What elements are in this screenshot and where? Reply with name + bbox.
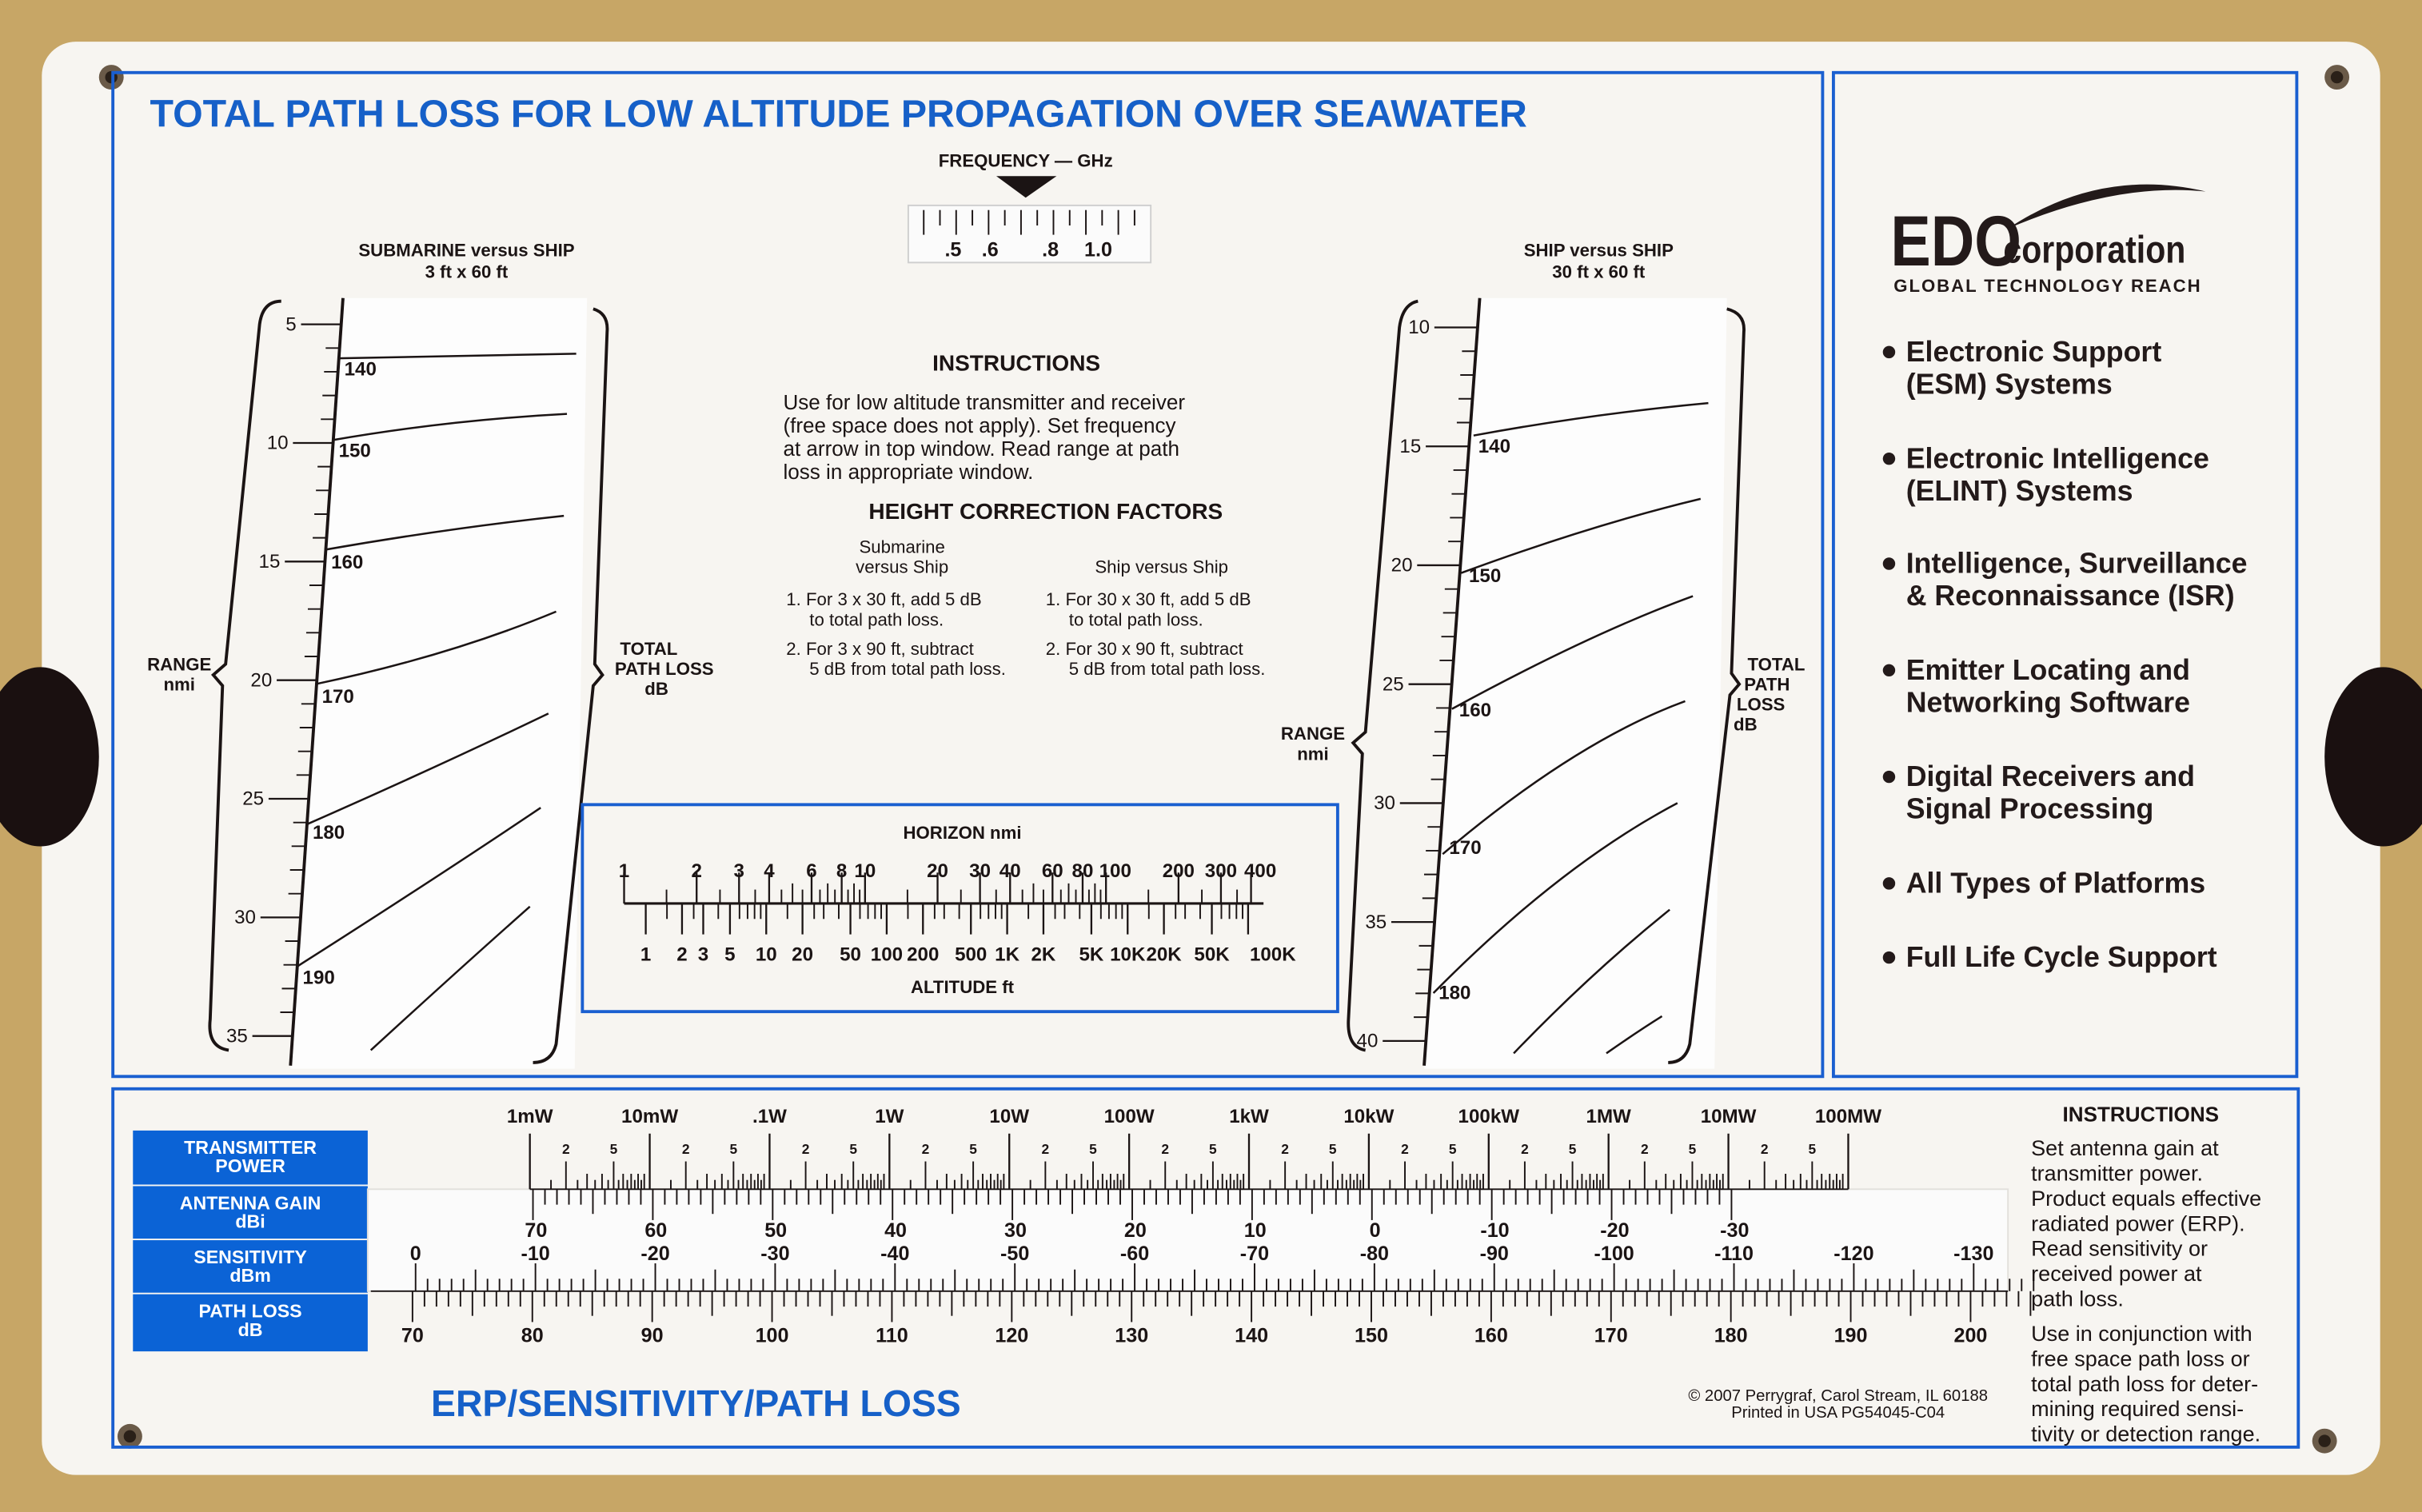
sensitivity-tick-label: -20 <box>640 1243 670 1266</box>
capability-item: Digital Receivers and <box>1905 760 2196 793</box>
loss-tick-label: 160 <box>331 551 364 573</box>
pathloss-tick-label: 90 <box>640 1324 664 1347</box>
range-tick-label: 5 <box>285 313 297 336</box>
erp-instructions-line: mining required sensi- <box>2031 1397 2244 1422</box>
instructions-line: loss in appropriate window. <box>783 459 1034 484</box>
power-minor-label: 5 <box>609 1140 618 1157</box>
horizon-tick-label: 6 <box>806 860 817 883</box>
horizon-tick-label: 300 <box>1204 860 1238 883</box>
frequency-label: FREQUENCY — GHz <box>938 150 1113 171</box>
logo-subtext: corporation <box>2003 228 2186 272</box>
power-tick-label: 10MW <box>1700 1106 1757 1128</box>
gain-tick-label: 40 <box>884 1219 908 1243</box>
horizon-tick-label: 200 <box>1162 860 1195 883</box>
pathloss-tick-label: 140 <box>1235 1324 1269 1347</box>
pathloss-tick-label: 180 <box>1714 1324 1748 1347</box>
power-minor-label: 2 <box>1640 1140 1649 1157</box>
altitude-tick-label: 500 <box>955 944 988 966</box>
altitude-tick-label: 100 <box>870 944 904 966</box>
gain-tick-label: -20 <box>1600 1219 1630 1243</box>
gain-tick-label: 30 <box>1004 1219 1027 1243</box>
erp-row-label: dBi <box>235 1211 265 1232</box>
horizon-title: HORIZON nmi <box>903 822 1022 843</box>
power-minor-label: 5 <box>849 1140 858 1157</box>
sub-heading-dims: 3 ft x 60 ft <box>425 261 509 282</box>
altitude-tick-label: 100K <box>1249 944 1296 966</box>
erp-instructions-line: received power at <box>2031 1262 2202 1287</box>
pathloss-tick-label: 80 <box>521 1324 544 1347</box>
erp-row-labels <box>133 1131 368 1351</box>
horizon-tick-label: 3 <box>733 860 744 883</box>
power-minor-label: 5 <box>729 1140 738 1157</box>
pathloss-tick-label: 120 <box>995 1324 1029 1347</box>
frequency-tick-label: .5 <box>944 238 962 261</box>
pathloss-tick-label: 130 <box>1115 1324 1149 1347</box>
altitude-tick-label: 10K <box>1110 944 1146 966</box>
erp-instructions-line: Use in conjunction with <box>2031 1321 2252 1346</box>
logo-text: EDO <box>1890 201 2022 281</box>
erp-instructions-line: Read sensitivity or <box>2031 1236 2209 1261</box>
range-tick-label: 25 <box>242 788 265 810</box>
gain-tick-label: 50 <box>764 1219 788 1243</box>
power-tick-label: 10W <box>989 1106 1030 1128</box>
loss-tick-label: 150 <box>1468 565 1502 588</box>
sub-column-heading-2: versus Ship <box>856 557 949 577</box>
altitude-tick-label: 5 <box>724 944 736 966</box>
loss-tick-label: 190 <box>302 967 335 989</box>
loss-tick-label: 170 <box>1449 837 1482 860</box>
sensitivity-tick-label: -120 <box>1833 1243 1874 1266</box>
altitude-tick-label: 2 <box>676 944 688 966</box>
range-tick-label: 15 <box>1399 435 1422 457</box>
power-tick-label: 100W <box>1103 1106 1155 1128</box>
altitude-tick-label: 50K <box>1194 944 1230 966</box>
sensitivity-tick-label: -50 <box>1000 1243 1030 1266</box>
altitude-tick-label: 200 <box>907 944 940 966</box>
range-tick-label: 35 <box>225 1025 248 1047</box>
ship-loss-label-3: LOSS <box>1736 694 1786 715</box>
capability-item: Emitter Locating and <box>1905 653 2190 686</box>
height-correction-heading: HEIGHT CORRECTION FACTORS <box>868 499 1223 525</box>
range-tick-label: 35 <box>1365 911 1387 933</box>
power-minor-label: 2 <box>1041 1140 1050 1157</box>
power-minor-label: 2 <box>681 1140 690 1157</box>
gain-tick-label: -10 <box>1480 1219 1510 1243</box>
sub-column-heading: Submarine <box>859 537 945 557</box>
pathloss-tick-label: 200 <box>1953 1324 1988 1347</box>
instructions-line: at arrow in top window. Read range at path <box>783 436 1179 461</box>
power-minor-label: 5 <box>969 1140 977 1157</box>
gain-tick-label: -30 <box>1720 1219 1750 1243</box>
altitude-tick-label: 10 <box>755 944 777 966</box>
sensitivity-tick-label: 0 <box>409 1243 421 1266</box>
erp-instructions-line: tivity or detection range. <box>2031 1422 2261 1446</box>
capability-item: Electronic Intelligence <box>1905 442 2209 475</box>
ship-loss-label-2: PATH <box>1744 674 1790 695</box>
altitude-tick-label: 1 <box>640 944 652 966</box>
power-minor-label: 2 <box>1161 1140 1170 1157</box>
erp-instructions-line: radiated power (ERP). <box>2031 1211 2245 1236</box>
horizon-tick-label: 2 <box>691 860 702 883</box>
power-tick-label: 1mW <box>506 1106 553 1128</box>
sensitivity-tick-label: -130 <box>1953 1243 1994 1266</box>
ship-heading-dims: 30 ft x 60 ft <box>1552 261 1646 282</box>
power-tick-label: 100MW <box>1814 1106 1882 1128</box>
power-minor-label: 2 <box>1760 1140 1769 1157</box>
erp-row-label: PATH LOSS <box>198 1300 302 1322</box>
horizon-tick-label: 40 <box>999 860 1021 883</box>
power-minor-label: 2 <box>1521 1140 1529 1157</box>
loss-tick-label: 140 <box>344 358 377 381</box>
sub-range-unit: nmi <box>163 674 195 695</box>
power-tick-label: 1W <box>875 1106 904 1128</box>
power-minor-label: 2 <box>921 1140 930 1157</box>
erp-slider[interactable] <box>368 1189 2008 1291</box>
bullet-icon <box>1883 453 1895 465</box>
erp-row-label: SENSITIVITY <box>194 1247 307 1268</box>
sub-item: 5 dB from total path loss. <box>809 659 1006 680</box>
erp-instructions-line: path loss. <box>2031 1287 2124 1311</box>
power-minor-label: 5 <box>1688 1140 1697 1157</box>
power-minor-label: 5 <box>1209 1140 1217 1157</box>
altitude-tick-label: 5K <box>1079 944 1104 966</box>
pathloss-tick-label: 100 <box>755 1324 789 1347</box>
sensitivity-tick-label: -110 <box>1714 1243 1754 1266</box>
instructions-heading: INSTRUCTIONS <box>932 350 1101 376</box>
bullet-icon <box>1883 346 1895 358</box>
frequency-tick-label: 1.0 <box>1084 238 1112 261</box>
horizon-tick-label: 10 <box>854 860 876 883</box>
power-tick-label: 1kW <box>1229 1106 1269 1128</box>
bullet-icon <box>1883 877 1895 889</box>
logo-tagline: GLOBAL TECHNOLOGY REACH <box>1893 276 2202 297</box>
range-tick-label: 10 <box>1408 317 1430 339</box>
gain-tick-label: 70 <box>525 1219 548 1243</box>
ship-item: to total path loss. <box>1068 609 1203 630</box>
power-minor-label: 5 <box>1448 1140 1457 1157</box>
erp-title: ERP/SENSITIVITY/PATH LOSS <box>431 1382 961 1425</box>
sub-loss-label: TOTAL <box>620 638 678 659</box>
range-tick-label: 20 <box>250 669 273 692</box>
erp-row-label: TRANSMITTER <box>184 1136 317 1158</box>
bullet-icon <box>1883 557 1895 569</box>
capability-item: Intelligence, Surveillance <box>1905 547 2248 580</box>
ship-range-unit: nmi <box>1297 744 1329 764</box>
gain-tick-label: 0 <box>1369 1219 1381 1243</box>
sensitivity-tick-label: -100 <box>1594 1243 1634 1266</box>
range-tick-label: 10 <box>266 432 289 454</box>
range-tick-label: 15 <box>258 551 281 573</box>
altitude-tick-label: 1K <box>995 944 1020 966</box>
power-minor-label: 2 <box>1281 1140 1289 1157</box>
altitude-tick-label: 50 <box>840 944 861 966</box>
altitude-tick-label: 20K <box>1146 944 1182 966</box>
power-minor-label: 2 <box>561 1140 570 1157</box>
ship-item: 5 dB from total path loss. <box>1068 659 1266 680</box>
power-minor-label: 5 <box>1568 1140 1577 1157</box>
erp-row-label: dBm <box>229 1265 271 1287</box>
altitude-label: ALTITUDE ft <box>910 976 1015 997</box>
gain-tick-label: 10 <box>1243 1219 1267 1243</box>
erp-instructions-line: total path loss for deter- <box>2031 1371 2259 1396</box>
loss-tick-label: 180 <box>1438 982 1471 1004</box>
sensitivity-tick-label: -10 <box>521 1243 550 1266</box>
sensitivity-tick-label: -70 <box>1239 1243 1270 1266</box>
ship-loss-label: TOTAL <box>1747 654 1806 675</box>
sub-item: to total path loss. <box>809 609 944 630</box>
power-tick-label: 10kW <box>1343 1106 1395 1128</box>
sub-range-label: RANGE <box>147 654 212 675</box>
sensitivity-tick-label: -40 <box>880 1243 910 1266</box>
ship-item: 1. For 30 x 30 ft, add 5 dB <box>1045 589 1251 610</box>
capability-item: Electronic Support <box>1905 335 2162 368</box>
sub-item: 1. For 3 x 30 ft, add 5 dB <box>786 589 982 610</box>
horizon-tick-label: 100 <box>1099 860 1131 883</box>
frequency-tick-label: .6 <box>981 238 999 261</box>
range-tick-label: 25 <box>1382 673 1404 696</box>
horizon-tick-label: 4 <box>764 860 775 883</box>
printed-code: Printed in USA PG54045-C04 <box>1731 1404 1945 1422</box>
capability-item: Signal Processing <box>1905 792 2154 825</box>
instructions-line: (free space does not apply). Set frequency <box>783 413 1176 437</box>
pathloss-tick-label: 190 <box>1833 1324 1868 1347</box>
power-minor-label: 5 <box>1808 1140 1817 1157</box>
erp-instructions-line: free space path loss or <box>2031 1346 2250 1371</box>
sub-loss-unit: dB <box>644 679 668 700</box>
gain-tick-label: 60 <box>644 1219 668 1243</box>
gain-tick-label: 20 <box>1123 1219 1147 1243</box>
sensitivity-tick-label: -30 <box>760 1243 790 1266</box>
horizon-tick-label: 30 <box>969 860 992 883</box>
pathloss-tick-label: 150 <box>1355 1324 1388 1347</box>
loss-tick-label: 160 <box>1458 700 1492 722</box>
altitude-tick-label: 3 <box>697 944 709 966</box>
pathloss-tick-label: 110 <box>876 1324 908 1347</box>
loss-tick-label: 170 <box>321 685 354 708</box>
capability-item: (ESM) Systems <box>1905 368 2113 401</box>
frequency-tick-label: .8 <box>1042 238 1059 261</box>
capability-item: (ELINT) Systems <box>1905 474 2133 507</box>
horizon-tick-label: 400 <box>1244 860 1277 883</box>
power-minor-label: 5 <box>1089 1140 1097 1157</box>
ship-column-heading: Ship versus Ship <box>1095 557 1229 577</box>
horizon-tick-label: 80 <box>1071 860 1094 883</box>
loss-tick-label: 140 <box>1478 435 1511 457</box>
sub-heading: SUBMARINE versus SHIP <box>358 240 575 261</box>
sensitivity-tick-label: -90 <box>1479 1243 1509 1266</box>
power-tick-label: 1MW <box>1586 1106 1631 1128</box>
range-tick-label: 40 <box>1356 1030 1379 1052</box>
power-minor-label: 2 <box>1401 1140 1409 1157</box>
sub-item: 2. For 3 x 90 ft, subtract <box>786 638 974 659</box>
erp-row-label: dB <box>237 1319 263 1340</box>
capability-item: & Reconnaissance (ISR) <box>1905 580 2235 612</box>
erp-row-label: ANTENNA GAIN <box>179 1192 321 1214</box>
power-tick-label: .1W <box>752 1106 787 1128</box>
page-title: TOTAL PATH LOSS FOR LOW ALTITUDE PROPAGATION OVER SEAWATER <box>150 92 1527 136</box>
loss-tick-label: 180 <box>312 821 345 844</box>
range-tick-label: 30 <box>234 907 256 929</box>
capability-item: Full Life Cycle Support <box>1905 941 2217 974</box>
sub-loss-label-2: PATH LOSS <box>614 659 714 680</box>
bullet-icon <box>1883 951 1895 963</box>
range-tick-label: 20 <box>1391 554 1413 576</box>
erp-instructions-line: transmitter power. <box>2031 1161 2203 1186</box>
power-minor-label: 5 <box>1328 1140 1337 1157</box>
loss-tick-label: 150 <box>338 440 371 462</box>
horizon-tick-label: 8 <box>836 860 848 883</box>
copyright: © 2007 Perrygraf, Carol Stream, IL 60188 <box>1688 1386 1989 1405</box>
pathloss-tick-label: 70 <box>401 1324 424 1347</box>
capability-item: All Types of Platforms <box>1905 867 2206 900</box>
horizon-tick-label: 1 <box>618 860 630 883</box>
bullet-icon <box>1883 664 1895 676</box>
pathloss-tick-label: 170 <box>1594 1324 1628 1347</box>
erp-instructions-line: Product equals effective <box>2031 1186 2262 1211</box>
range-tick-label: 30 <box>1374 792 1395 815</box>
erp-row-label: POWER <box>215 1155 285 1177</box>
capability-item: Networking Software <box>1905 686 2190 719</box>
horizon-tick-label: 60 <box>1041 860 1063 883</box>
altitude-tick-label: 20 <box>792 944 814 966</box>
instructions-line: Use for low altitude transmitter and receiver <box>783 389 1186 414</box>
altitude-tick-label: 2K <box>1031 944 1056 966</box>
bullet-icon <box>1883 771 1895 783</box>
pathloss-tick-label: 160 <box>1474 1324 1508 1347</box>
power-tick-label: 10mW <box>621 1106 679 1128</box>
ship-range-label: RANGE <box>1280 724 1346 744</box>
power-minor-label: 2 <box>801 1140 810 1157</box>
ship-loss-unit: dB <box>1734 714 1758 735</box>
ship-item: 2. For 30 x 90 ft, subtract <box>1045 638 1243 659</box>
horizon-tick-label: 20 <box>927 860 948 883</box>
ship-heading: SHIP versus SHIP <box>1523 240 1674 261</box>
sensitivity-tick-label: -60 <box>1119 1243 1150 1266</box>
erp-instructions-line: Set antenna gain at <box>2031 1135 2219 1160</box>
power-tick-label: 100kW <box>1458 1106 1520 1128</box>
erp-instructions-heading: INSTRUCTIONS <box>2062 1102 2220 1127</box>
sensitivity-tick-label: -80 <box>1359 1243 1390 1266</box>
